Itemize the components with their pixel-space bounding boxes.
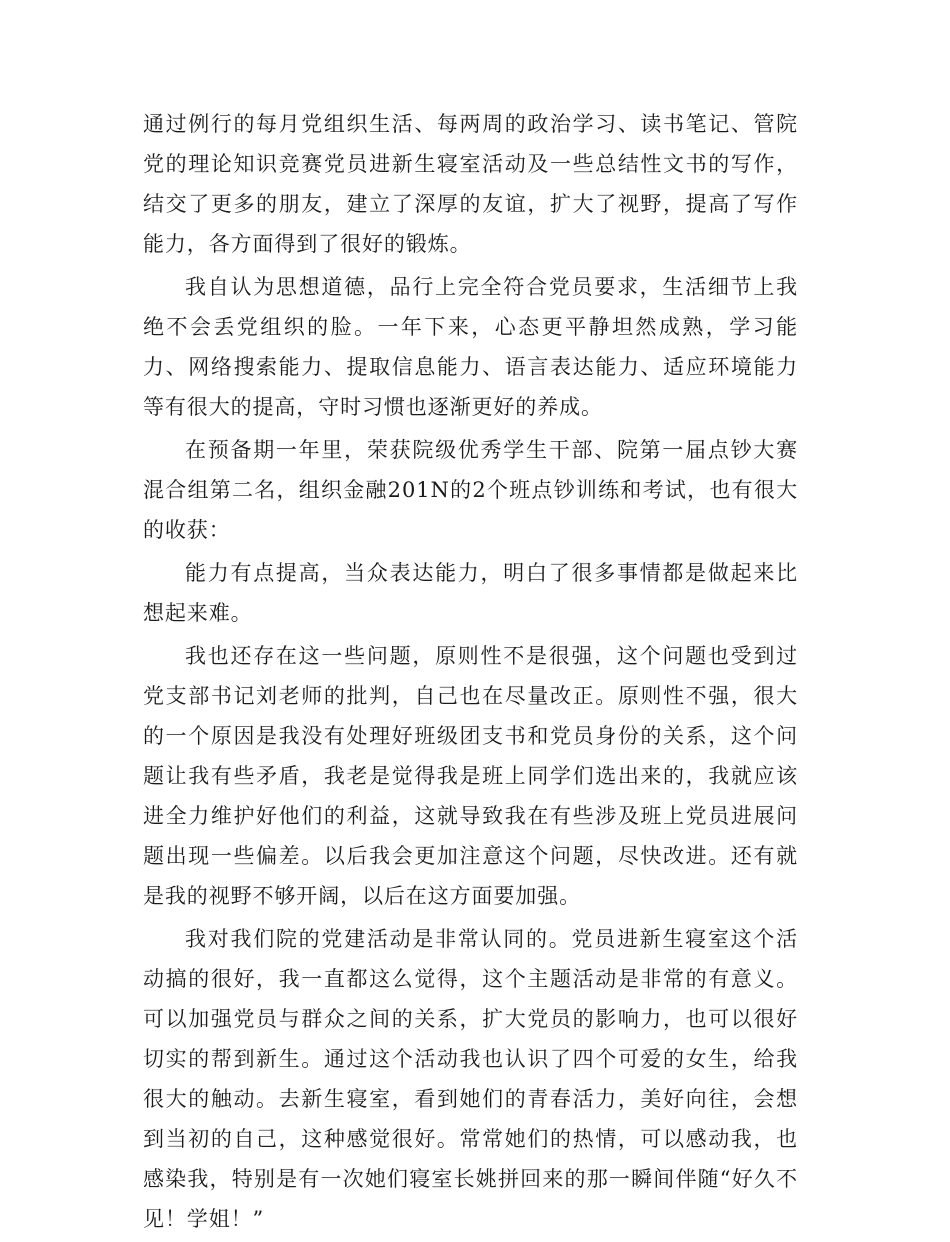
paragraph-3: 在预备期一年里，荣获院级优秀学生干部、院第一届点钞大赛混合组第二名，组织金融201N的2个班点钞训练和考试，也有很大的收获： xyxy=(143,438,798,542)
paragraph-6: 我对我们院的党建活动是非常认同的。党员进新生寝室这个活动搞的很好，我一直都这么觉得，这个主题活动是非常的有意义。可以加强党员与群众之间的关系，扩大党员的影响力，也可以很好切实的帮到新生。通过这个活动我也认识了四个可爱的女生，给我很大的触动。去新生寝室，看到她们的青春活力，美好向往，会想到当初的自己，这种感觉很好。常常她们的热情，可以感动我，也感染我，特别是有一次她们寝室长姚拼回来的那一瞬间伴随“好久不见！学姐！” xyxy=(143,927,798,1231)
paragraph-2: 我自认为思想道德，品行上完全符合党员要求，生活细节上我绝不会丢党组织的脸。一年下来，心态更平静坦然成熟，学习能力、网络搜索能力、提取信息能力、语言表达能力、适应环境能力等有很大的提高，守时习惯也逐渐更好的养成。 xyxy=(143,275,798,419)
paragraph-1: 通过例行的每月党组织生活、每两周的政治学习、读书笔记、管院党的理论知识竞赛党员进新生寝室活动及一些总结性文书的写作，结交了更多的朋友，建立了深厚的友谊，扩大了视野，提高了写作能力，各方面得到了很好的锻炼。 xyxy=(143,112,798,256)
paragraph-4: 能力有点提高，当众表达能力，明白了很多事情都是做起来比想起来难。 xyxy=(143,561,798,625)
paragraph-5: 我也还存在这一些问题，原则性不是很强，这个问题也受到过党支部书记刘老师的批判，自己也在尽量改正。原则性不强，很大的一个原因是我没有处理好班级团支书和党员身份的关系，这个问题让我有些矛盾，我老是觉得我是班上同学们选出来的，我就应该进全力维护好他们的利益，这就导致我在有些涉及班上党员进展问题出现一些偏差。以后我会更加注意这个问题，尽快改进。还有就是我的视野不够开阔，以后在这方面要加强。 xyxy=(143,644,798,908)
document-body xyxy=(143,104,798,1242)
